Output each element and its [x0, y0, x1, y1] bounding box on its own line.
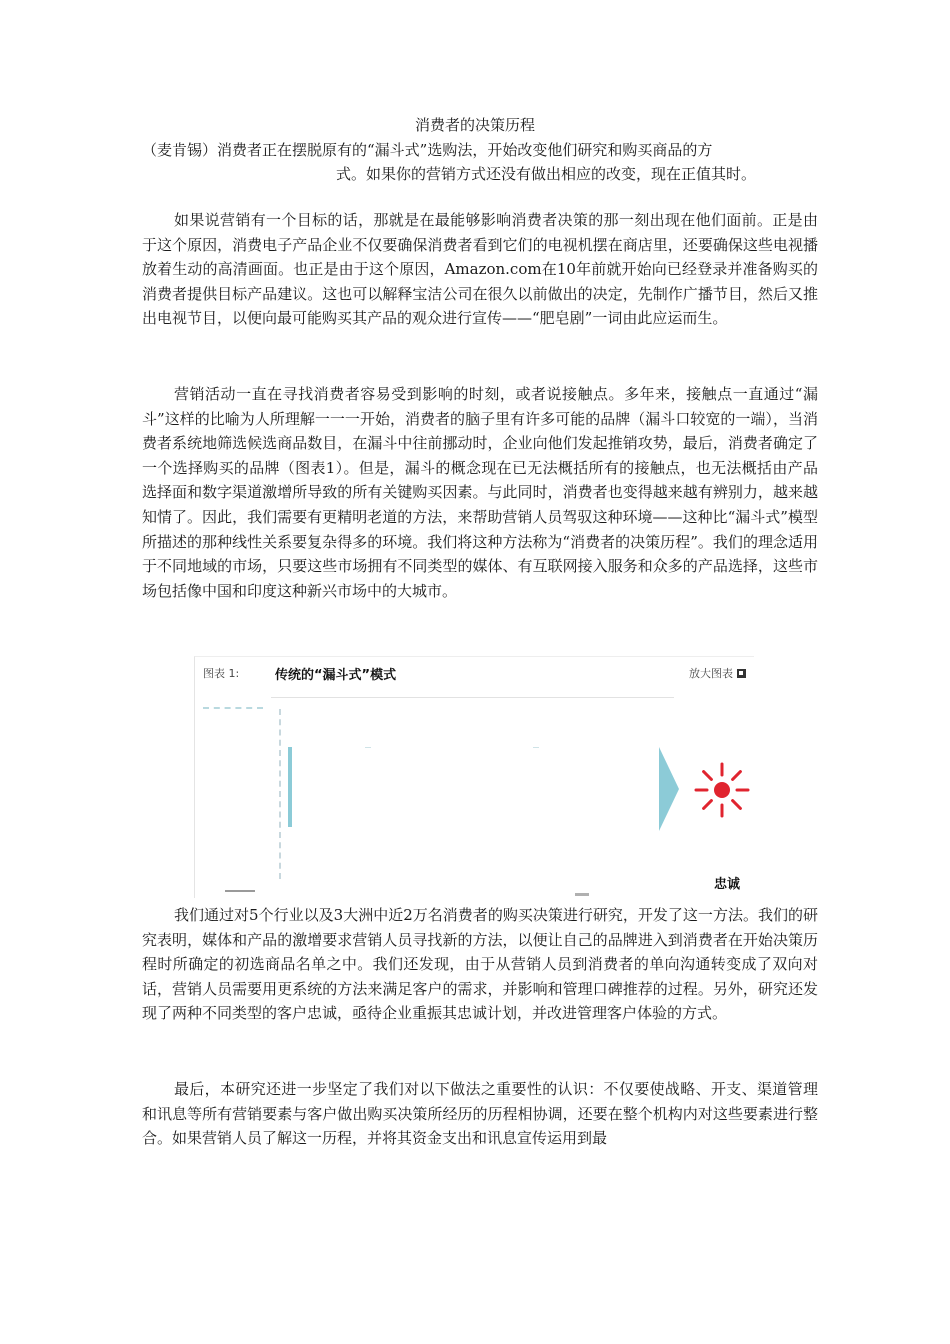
paragraph-research: 我们通过对5个行业以及3大洲中近2万名消费者的购买决策进行研究，开发了这一方法。我们的研究表明，媒体和产品的激增要求营销人员寻找新的方法，以便让自己的品牌进入到消费者在开始决策历程时所确定的初选商品名单之中。我们还发现，由于从营销人员到消费者的单向沟通转变成了双向对话，营销人员需要用更系统的方法来满足客户的需求，并影响和管理口碑推荐的过程。另外，研究还发现了两种不同类型的客户忠诚，亟待企业重振其忠诚计划，并改进管理客户体验的方式。 — [142, 906, 818, 1023]
funnel-arrow-icon — [659, 747, 679, 831]
funnel-dashed-divider — [279, 709, 281, 879]
enlarge-icon — [737, 669, 746, 678]
figure-bottom-mark — [575, 893, 589, 896]
paragraph-conclusion: 最后，本研究还进一步坚定了我们对以下做法之重要性的认识：不仅要使战略、开支、渠道管理和讯息等所有营销要素与客户做出购买决策所经历的历程相协调，还要在整个机构内对这些要素进行整合。如果营销人员了解这一历程，并将其资金支出和讯息宣传运用到最 — [142, 1080, 818, 1148]
loyalty-sun-icon — [693, 761, 751, 819]
enlarge-chart-label: 放大图表 — [689, 667, 733, 680]
document-subtitle — [142, 138, 822, 186]
paragraph-touchpoints: 营销活动一直在寻找消费者容易受到影响的时刻，或者说接触点。多年来，接触点一直通过“漏斗”这样的比喻为人所理解一一一开始，消费者的脑子里有许多可能的品牌（漏斗口较宽的一端），当消费者系统地筛选候选商品数目，在漏斗中往前挪动时，企业向他们发起推销攻势，最后，消费者确定了一个选择购买的品牌（图表1）。但是，漏斗的概念现在已无法概括所有的接触点，也无法概括由产品选择面和数字渠道激增所导致的所有关键购买因素。与此同时，消费者也变得越来越有辨别力，越来越知情了。因此，我们需要有更精明老道的方法，来帮助营销人员驾驭这种环境——这种比“漏斗式”模型所描述的那种线性关系要复杂得多的环境。我们将这种方法称为“消费者的决策历程”。我们的理念适用于不同地域的市场，只要这些市场拥有不同类型的媒体、有互联网接入服务和众多的产品选择，这些市场包括像中国和印度这种新兴市场中的大城市。 — [142, 385, 818, 600]
figure-title: 传统的“漏斗式”模式 — [275, 668, 397, 683]
funnel-figure — [194, 656, 754, 898]
funnel-tick — [533, 747, 539, 748]
figure-bottom-mark — [225, 890, 255, 892]
funnel-tick — [365, 747, 371, 748]
subtitle-line-2: 式。如果你的营销方式还没有做出相应的改变，现在正值其时。 — [336, 165, 757, 183]
funnel-dashed-arc — [203, 707, 263, 709]
loyalty-stage-label: 忠诚 — [713, 877, 740, 892]
figure-label: 图表 1: — [203, 667, 240, 680]
enlarge-chart-link[interactable] — [689, 665, 746, 681]
document-title: 消费者的决策历程 — [414, 116, 535, 134]
figure-header-rule — [271, 697, 674, 698]
paragraph-intro: 如果说营销有一个目标的话，那就是在最能够影响消费者决策的那一刻出现在他们面前。正是由于这个原因，消费电子产品企业不仅要确保消费者看到它们的电视机摆在商店里，还要确保这些电视播放着生动的高清画面。也正是由于这个原因，Amazon.com在10年前就开始向已经登录并准备购买的消费者提供目标产品建议。这也可以解释宝洁公司在很久以前做出的决定，先制作广播节目，然后又推出电视节目，以便向最可能购买其产品的观众进行宣传——“肥皂剧”一词由此应运而生。 — [142, 211, 818, 328]
subtitle-line-1: （麦肯锡）消费者正在摆脱原有的“漏斗式”选购法，开始改变他们研究和购买商品的方 — [142, 141, 713, 159]
funnel-stage-bar — [288, 747, 292, 827]
